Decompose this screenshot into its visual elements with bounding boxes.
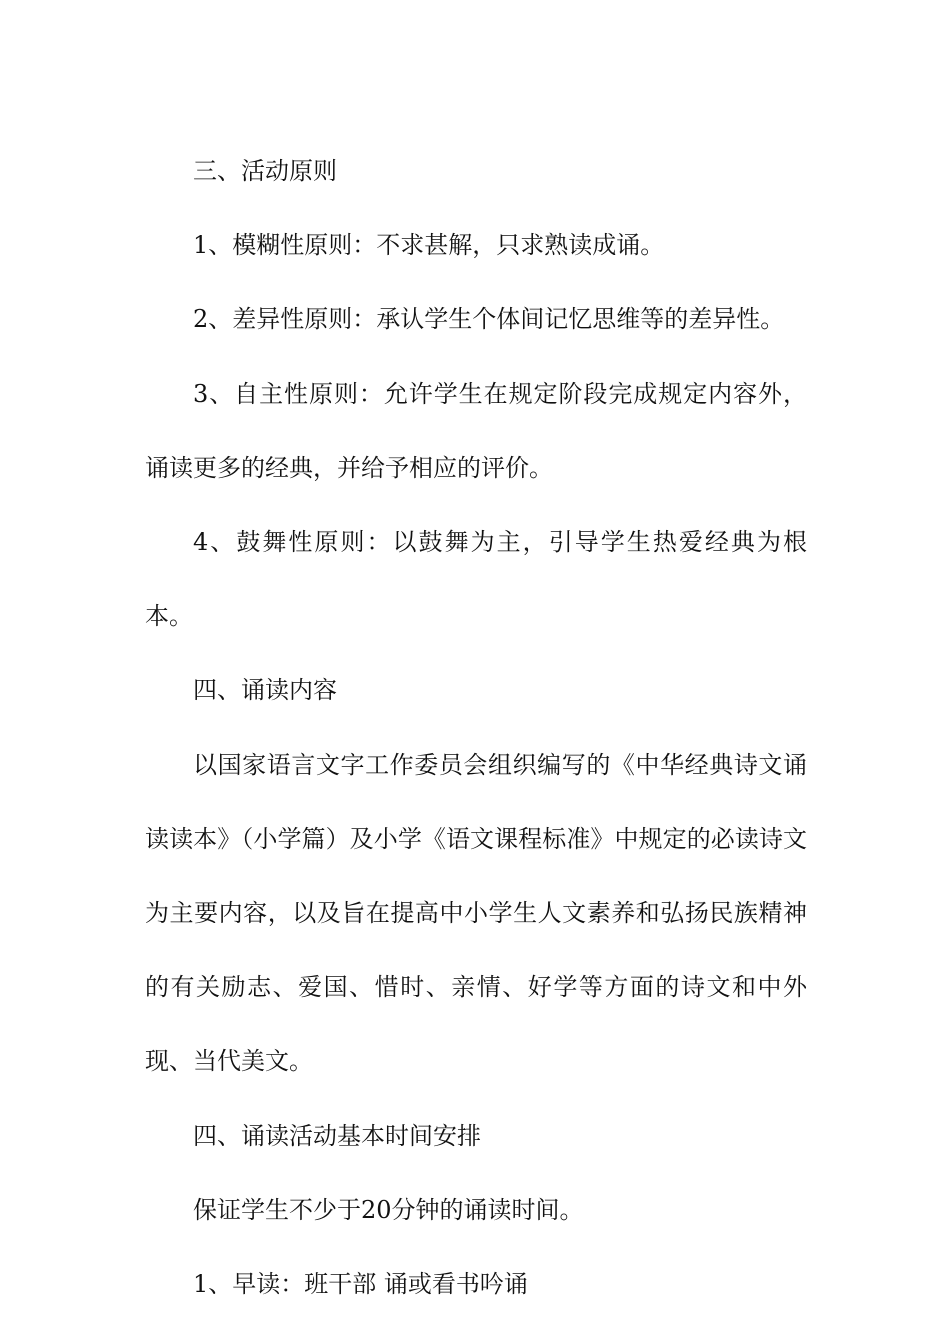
section-heading-schedule: 四、诵读活动基本时间安排 — [193, 1121, 481, 1150]
section-heading-principles: 三、活动原则 — [193, 157, 337, 185]
document-body — [145, 134, 807, 1321]
paragraph-schedule-item-1: 1、早读：班干部 诵或看书吟诵 — [193, 1270, 528, 1299]
paragraph-schedule-intro: 保证学生不少于20分钟的诵读时间。 — [193, 1195, 584, 1224]
paragraph-principle-2: 2、差异性原则：承认学生个体间记忆思维等的差异性。 — [193, 305, 785, 334]
section-heading-content: 四、诵读内容 — [193, 676, 337, 705]
paragraph-principle-3: 3、自主性原则：允许学生在规定阶段完成规定内容外，诵读更多的经典，并给予相应的评价。 — [145, 379, 807, 482]
paragraph-principle-1: 1、模糊性原则：不求甚解，只求熟读成诵。 — [193, 231, 665, 260]
paragraph-reading-content: 以国家语言文字工作委员会组织编写的《中华经典诗文诵读读本》（小学篇）及小学《语文课程标准》中规定的必读诗文为主要内容，以及旨在提高中小学生人文素养和弘扬民族精神的有关励志、爱国、惜时、亲情、好学等方面的诗文和中外现、当代美文。 — [145, 750, 807, 1076]
paragraph-principle-4: 4、鼓舞性原则：以鼓舞为主，引导学生热爱经典为根本。 — [145, 528, 807, 631]
